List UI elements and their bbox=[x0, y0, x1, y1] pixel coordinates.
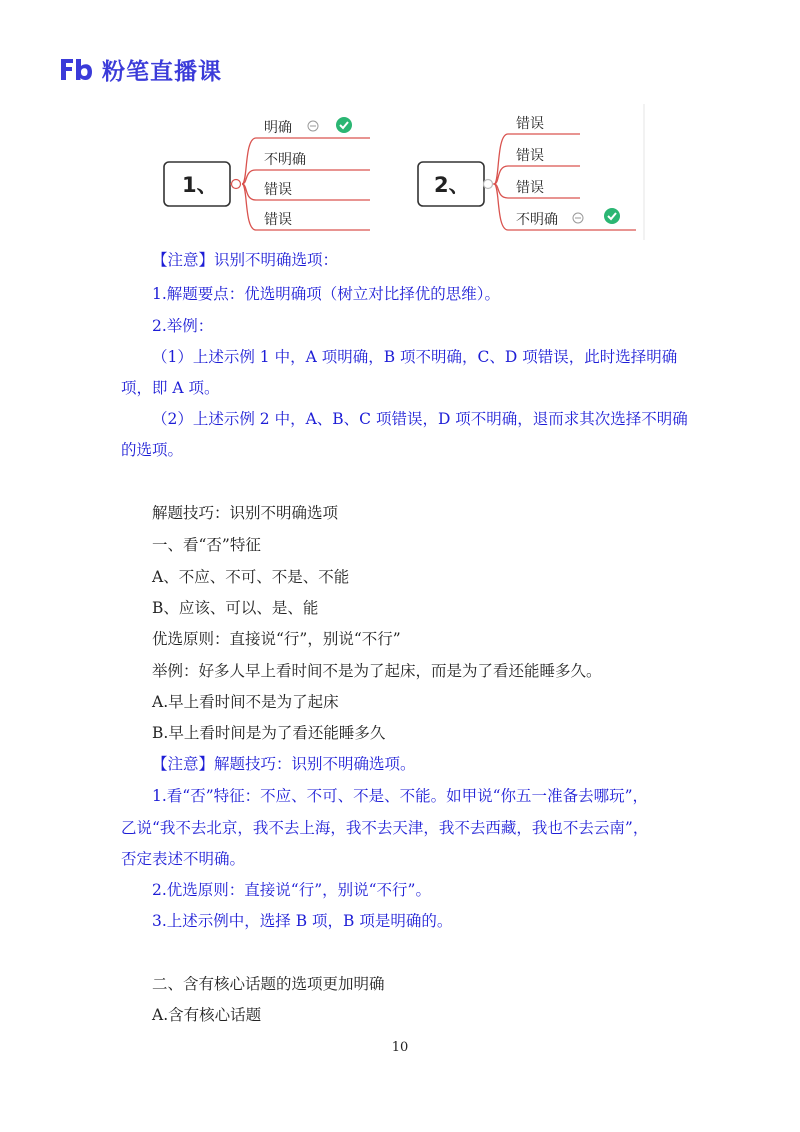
note2-title bbox=[152, 754, 752, 774]
note2-tag: 【注意】 bbox=[152, 755, 215, 773]
example-1-tree bbox=[164, 117, 370, 230]
example-2-tree bbox=[418, 104, 644, 240]
example-1-option-3: 错误 bbox=[264, 182, 292, 198]
page-number: 10 bbox=[391, 1040, 409, 1055]
example-2-option-1: 错误 bbox=[516, 116, 544, 132]
tips-choice-b: B.早上看时间是为了看还能睡多久 bbox=[152, 724, 386, 742]
example-2-option-2: 错误 bbox=[516, 148, 544, 164]
note1-example1-line1: （1）上述示例 1 中，A 项明确，B 项不明确，C、D 项错误，此时选择明确 bbox=[152, 348, 678, 366]
example-2-number: 2、 bbox=[434, 173, 470, 197]
tips-title: 解题技巧：识别不明确选项 bbox=[152, 504, 339, 522]
example-2-option-3: 错误 bbox=[516, 180, 544, 196]
tips-principle: 优选原则：直接说“行”，别说“不行” bbox=[152, 630, 401, 648]
note2-point1-line3: 否定表述不明确。 bbox=[121, 850, 246, 868]
note2-point2: 2.优选原则：直接说“行”，别说“不行”。 bbox=[152, 881, 431, 899]
brand-logo bbox=[58, 54, 222, 84]
section2-title: 二、含有核心话题的选项更加明确 bbox=[152, 975, 385, 993]
note1-point1: 1.解题要点：优选明确项（树立对比择优的思维）。 bbox=[152, 285, 501, 303]
note2-point3: 3.上述示例中，选择 B 项，B 项是明确的。 bbox=[152, 912, 453, 930]
tips-example: 举例：好多人早上看时间不是为了起床，而是为了看还能睡多久。 bbox=[152, 662, 602, 680]
option-diagram bbox=[160, 104, 648, 240]
example-1-option-1: 明确 bbox=[264, 120, 292, 136]
check-icon bbox=[336, 117, 352, 133]
minus-circle-icon bbox=[573, 213, 583, 223]
section2-option-a: A.含有核心话题 bbox=[152, 1006, 262, 1024]
minus-circle-icon bbox=[308, 121, 318, 131]
fb-logo-icon bbox=[58, 55, 94, 83]
note1-example2-line1: （2）上述示例 2 中，A、B、C 项错误，D 项不明确，退而求其次选择不明确 bbox=[152, 410, 688, 428]
tips-option-b: B、应该、可以、是、能 bbox=[152, 599, 319, 617]
example-1-option-2: 不明确 bbox=[264, 152, 306, 168]
example-1-option-4: 错误 bbox=[264, 212, 292, 228]
note1-title: 【注意】识别不明确选项： bbox=[152, 251, 339, 269]
collapse-icon bbox=[232, 180, 241, 189]
logo-text: 粉笔直播课 bbox=[102, 58, 222, 85]
example-2-option-4: 不明确 bbox=[516, 212, 558, 228]
collapse-icon bbox=[484, 180, 493, 189]
note1-point2: 2.举例： bbox=[152, 317, 214, 335]
note2-title-text: 解题技巧：识别不明确选项。 bbox=[214, 755, 416, 773]
example-1-number: 1、 bbox=[182, 173, 218, 197]
note1-example1-line2: 项，即 A 项。 bbox=[121, 379, 220, 397]
tips-choice-a: A.早上看时间不是为了起床 bbox=[152, 693, 339, 711]
tips-option-a: A、不应、不可、不是、不能 bbox=[152, 568, 350, 586]
note2-point1-line1: 1.看“否”特征：不应、不可、不是、不能。如甲说“你五一准备去哪玩”， bbox=[152, 787, 648, 805]
note2-point1-line2: 乙说“我不去北京，我不去上海，我不去天津，我不去西藏，我也不去云南”， bbox=[121, 819, 649, 837]
tips-section1: 一、看“否”特征 bbox=[152, 536, 261, 554]
check-icon bbox=[604, 208, 620, 224]
note1-example2-line2: 的选项。 bbox=[121, 441, 184, 459]
